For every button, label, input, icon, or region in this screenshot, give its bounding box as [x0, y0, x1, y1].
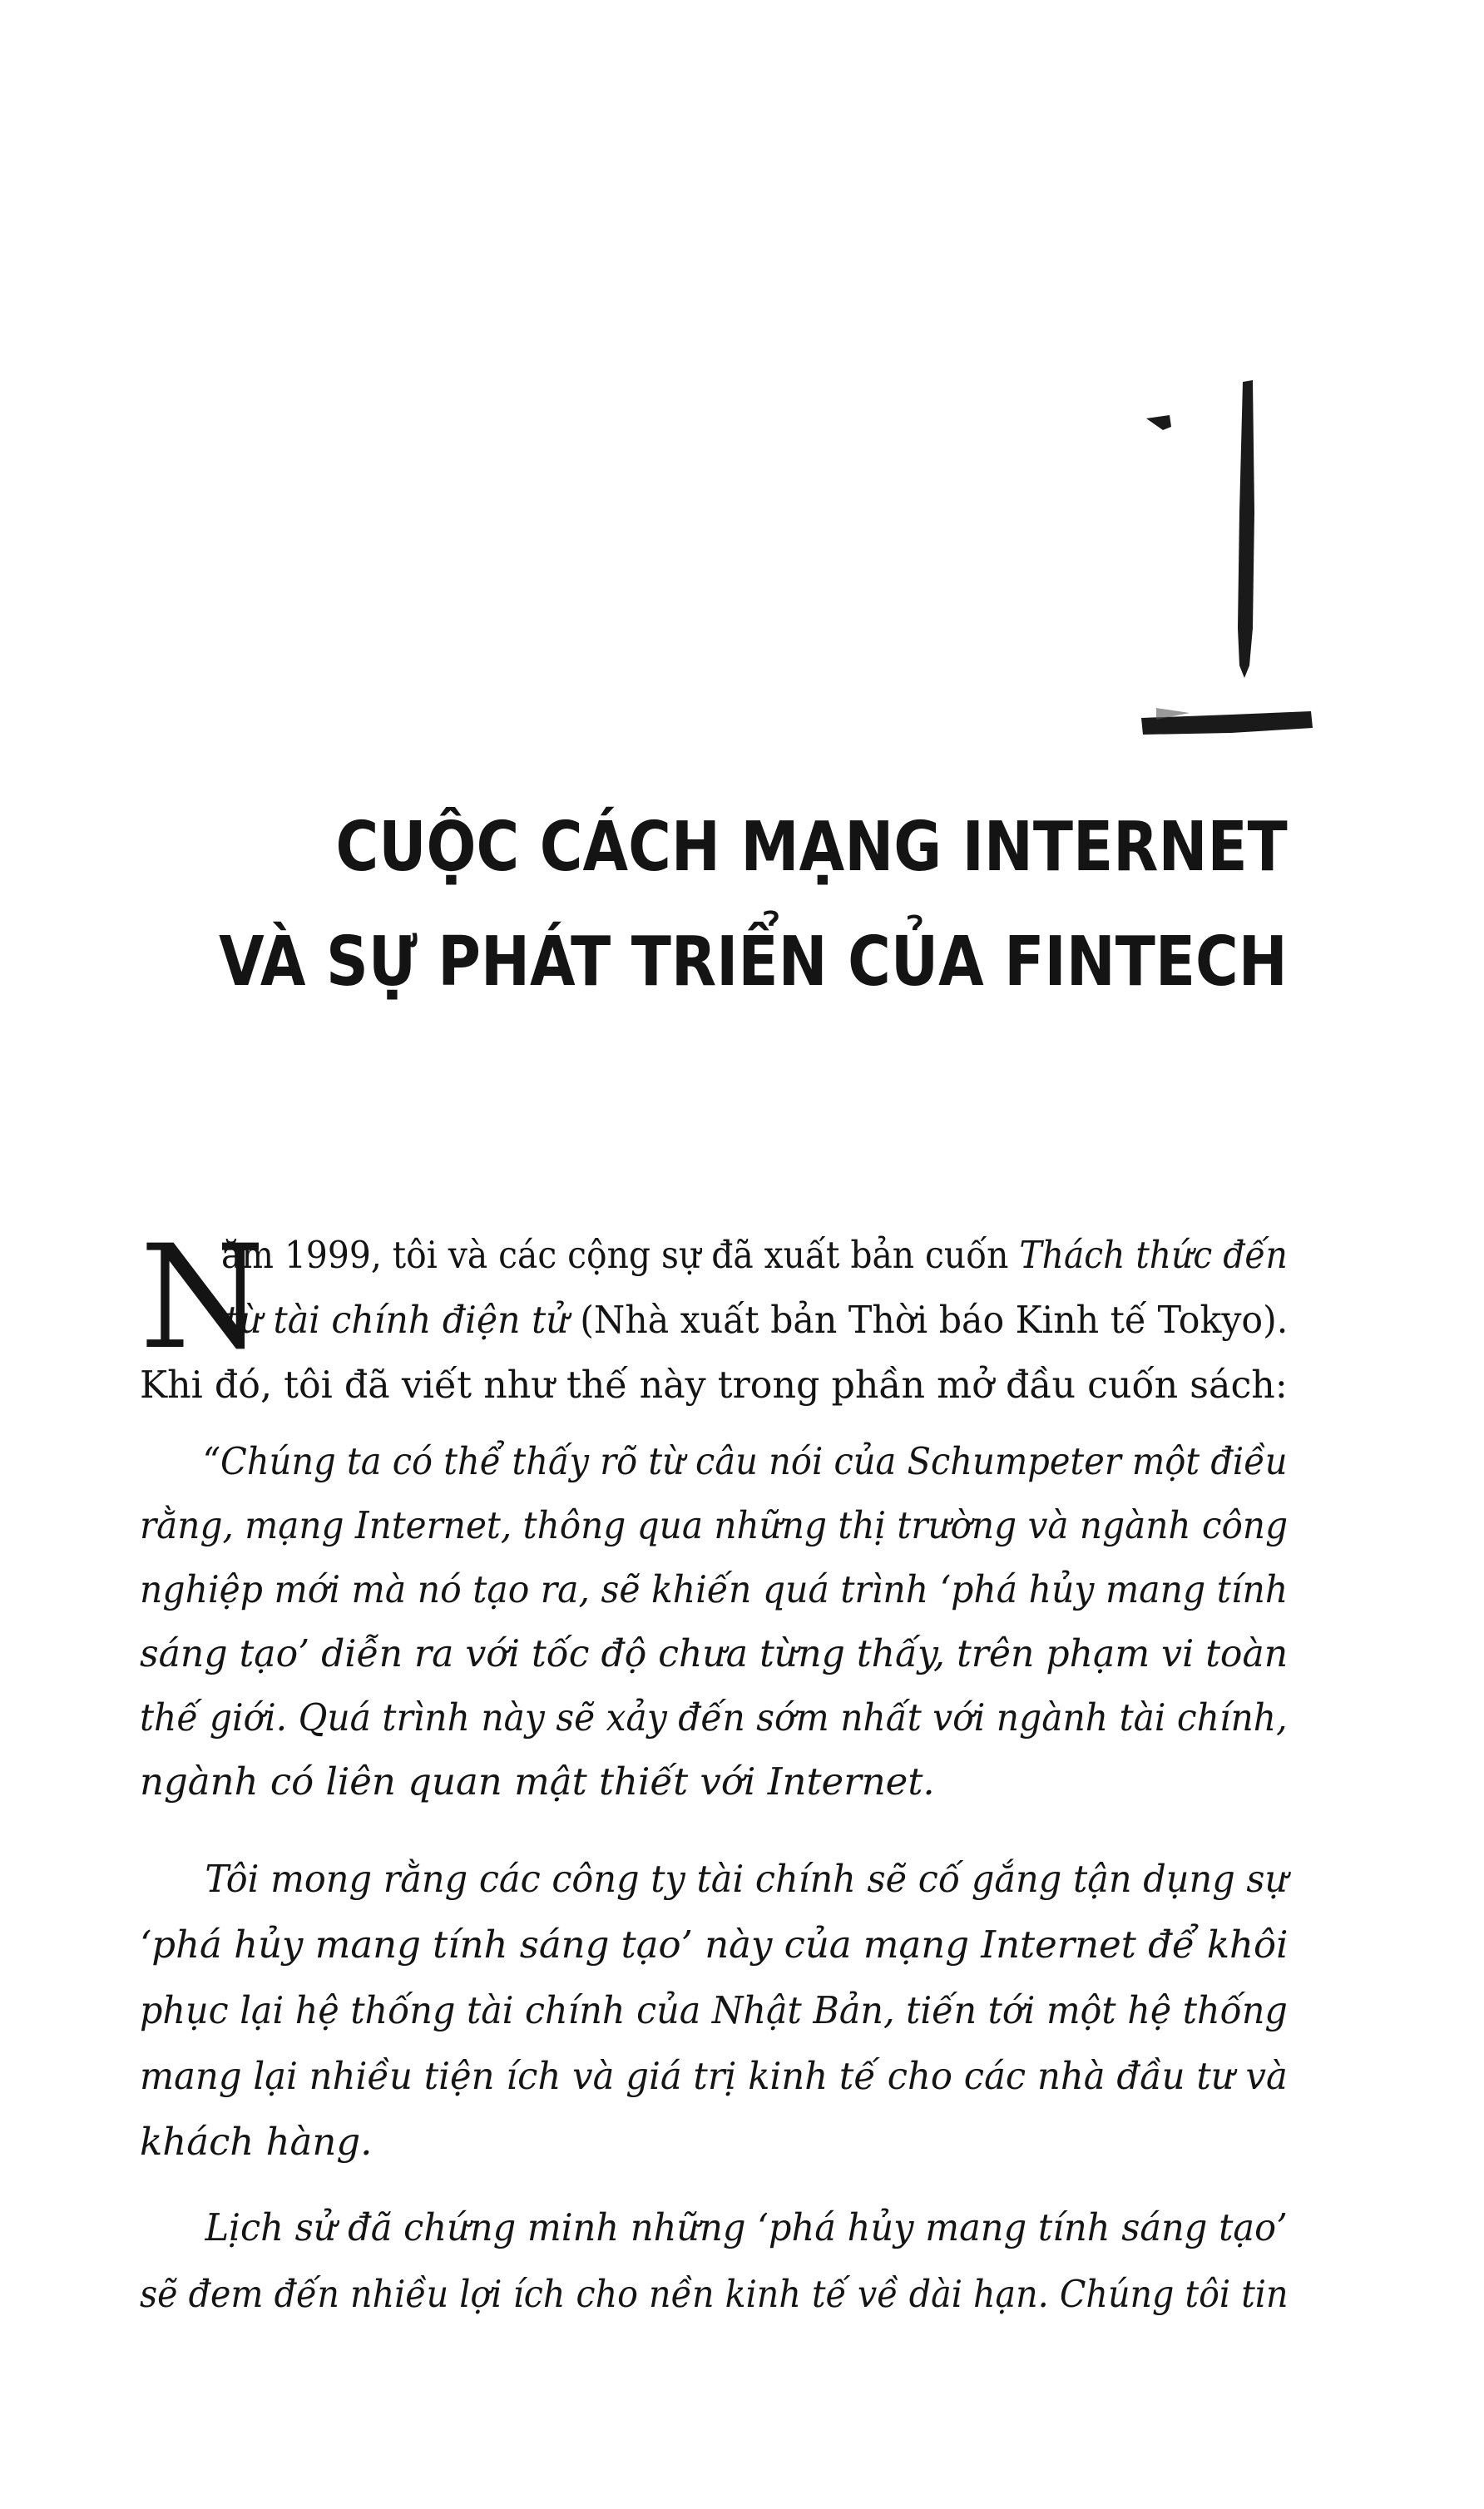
quote-line: phục lại hệ thống tài chính của Nhật Bản, tiến tới một hệ thống [140, 1988, 1288, 2032]
quote-line: ngành có liên quan mật thiết với Internet. [140, 1759, 935, 1804]
chapter-number [1140, 379, 1314, 745]
text-line: Khi đó, tôi đã viết như thế này trong phần mở đầu cuốn sách: [140, 1363, 1288, 1407]
quote-line: sáng tạo’ diễn ra với tốc độ chưa từng thấy, trên phạm vi toàn [140, 1631, 1289, 1675]
quote-line: sẽ đem đến nhiều lợi ích cho nền kinh tế về dài hạn. Chúng tôi tin [140, 2272, 1289, 2316]
text-line [140, 1223, 1288, 1288]
quote-paragraph-2 [140, 1846, 1288, 2175]
text-line [140, 1288, 1289, 1353]
opening-paragraph [140, 1214, 1289, 1418]
quote-line: nghiệp mới mà nó tạo ra, sẽ khiến quá trình ‘phá hủy mang tính [140, 1567, 1289, 1611]
chapter-title [45, 790, 1288, 1020]
drop-cap: N [140, 1214, 265, 1381]
chapter-title-line-1: CUỘC CÁCH MẠNG INTERNET [335, 808, 1288, 887]
text-run: (Nhà xuất bản Thời báo Kinh tế Tokyo). [568, 1298, 1289, 1342]
quote-line: mang lại nhiều tiện ích và giá trị kinh tế cho các nhà đầu tư và [140, 2054, 1288, 2098]
quote-line: thế giới. Quá trình này sẽ xảy đến sớm nhất với ngành tài chính, [140, 1695, 1288, 1739]
quote-line: Tôi mong rằng các công ty tài chính sẽ cố gắng tận dụng sự [205, 1857, 1289, 1901]
quote-line: Lịch sử đã chứng minh những ‘phá hủy mang tính sáng tạo’ [205, 2205, 1288, 2249]
quote-line: rằng, mạng Internet, thông qua những thị trường và ngành công [140, 1503, 1289, 1547]
chapter-title-line-2: VÀ SỰ PHÁT TRIỂN CỦA FINTECH [219, 923, 1288, 1002]
quote-line: khách hàng. [140, 2120, 373, 2164]
quote-paragraph-1 [140, 1429, 1288, 1814]
quote-line: ‘phá hủy mang tính sáng tạo’ này của mạng Internet để khôi [140, 1923, 1289, 1967]
quote-line: “Chúng ta có thể thấy rõ từ câu nói của Schumpeter một điều [202, 1439, 1288, 1483]
chapter-number-glyph [1140, 379, 1314, 745]
quote-paragraph-3 [140, 2195, 1288, 2328]
book-title-run: Thách thức đến [1019, 1233, 1288, 1277]
text-run: ăm 1999, tôi và các cộng sự đã xuất bản cuốn [220, 1233, 1020, 1277]
book-title-run: từ tài chính điện tử [225, 1298, 569, 1342]
